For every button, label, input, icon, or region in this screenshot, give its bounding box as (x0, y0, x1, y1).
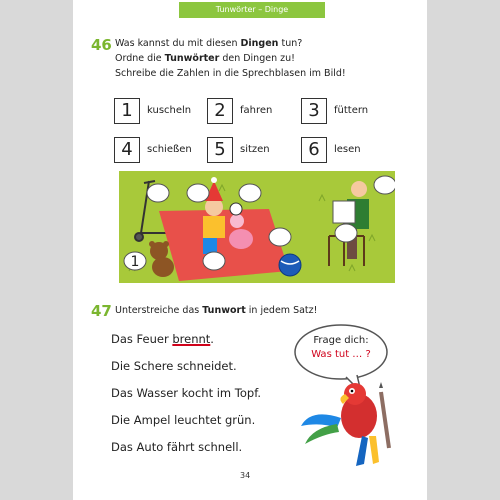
verb-lesen: lesen (334, 144, 361, 155)
verb-kuscheln: kuscheln (147, 105, 192, 116)
blue-ball-drawing (279, 254, 301, 276)
number-box-5: 5 (207, 137, 233, 163)
workbook-page (73, 0, 427, 500)
verb-fuettern: füttern (334, 105, 369, 116)
verb-sitzen: sitzen (240, 144, 270, 155)
page-number: 34 (240, 471, 251, 480)
number-box-6: 6 (301, 137, 327, 163)
number-box-1: 1 (114, 98, 140, 124)
task-number-47: 47 (91, 302, 112, 320)
instruction-line-3: Schreibe die Zahlen in die Sprechblasen im Bild! (115, 68, 346, 79)
task-46-instructions (115, 36, 346, 81)
sentence-3: Das Wasser kocht im Topf. (111, 386, 262, 400)
scene-illustration (119, 171, 395, 283)
verb-fahren: fahren (240, 105, 273, 116)
sentence-2: Die Schere schneidet. (111, 359, 237, 373)
sentence-4: Die Ampel leuchtet grün. (111, 413, 256, 427)
parrot-drawing (297, 378, 397, 468)
instruction-line-2: Ordne die Tunwörter den Dingen zu! (115, 53, 295, 64)
instruction-line-1: Was kannst du mit diesen Dingen tun? (115, 38, 303, 49)
bubble-answer-1: 1 (130, 254, 140, 270)
soccer-ball-drawing (230, 203, 242, 215)
number-box-3: 3 (301, 98, 327, 124)
section-header: Tunwörter – Dinge (179, 2, 325, 18)
task-number-46: 46 (91, 36, 112, 54)
sentence-5: Das Auto fährt schnell. (111, 440, 243, 454)
hint-line-1: Frage dich: (313, 335, 369, 346)
task-47-instructions: Unterstreiche das Tunwort in jedem Satz! (115, 305, 318, 316)
underlined-verb: brennt (172, 332, 211, 346)
number-box-2: 2 (207, 98, 233, 124)
number-box-4: 4 (114, 137, 140, 163)
hint-line-2: Was tut … ? (311, 349, 371, 360)
scene-drawing (119, 171, 395, 283)
sentence-1: Das Feuer brennt. (111, 332, 214, 346)
verb-schiessen: schießen (147, 144, 192, 155)
